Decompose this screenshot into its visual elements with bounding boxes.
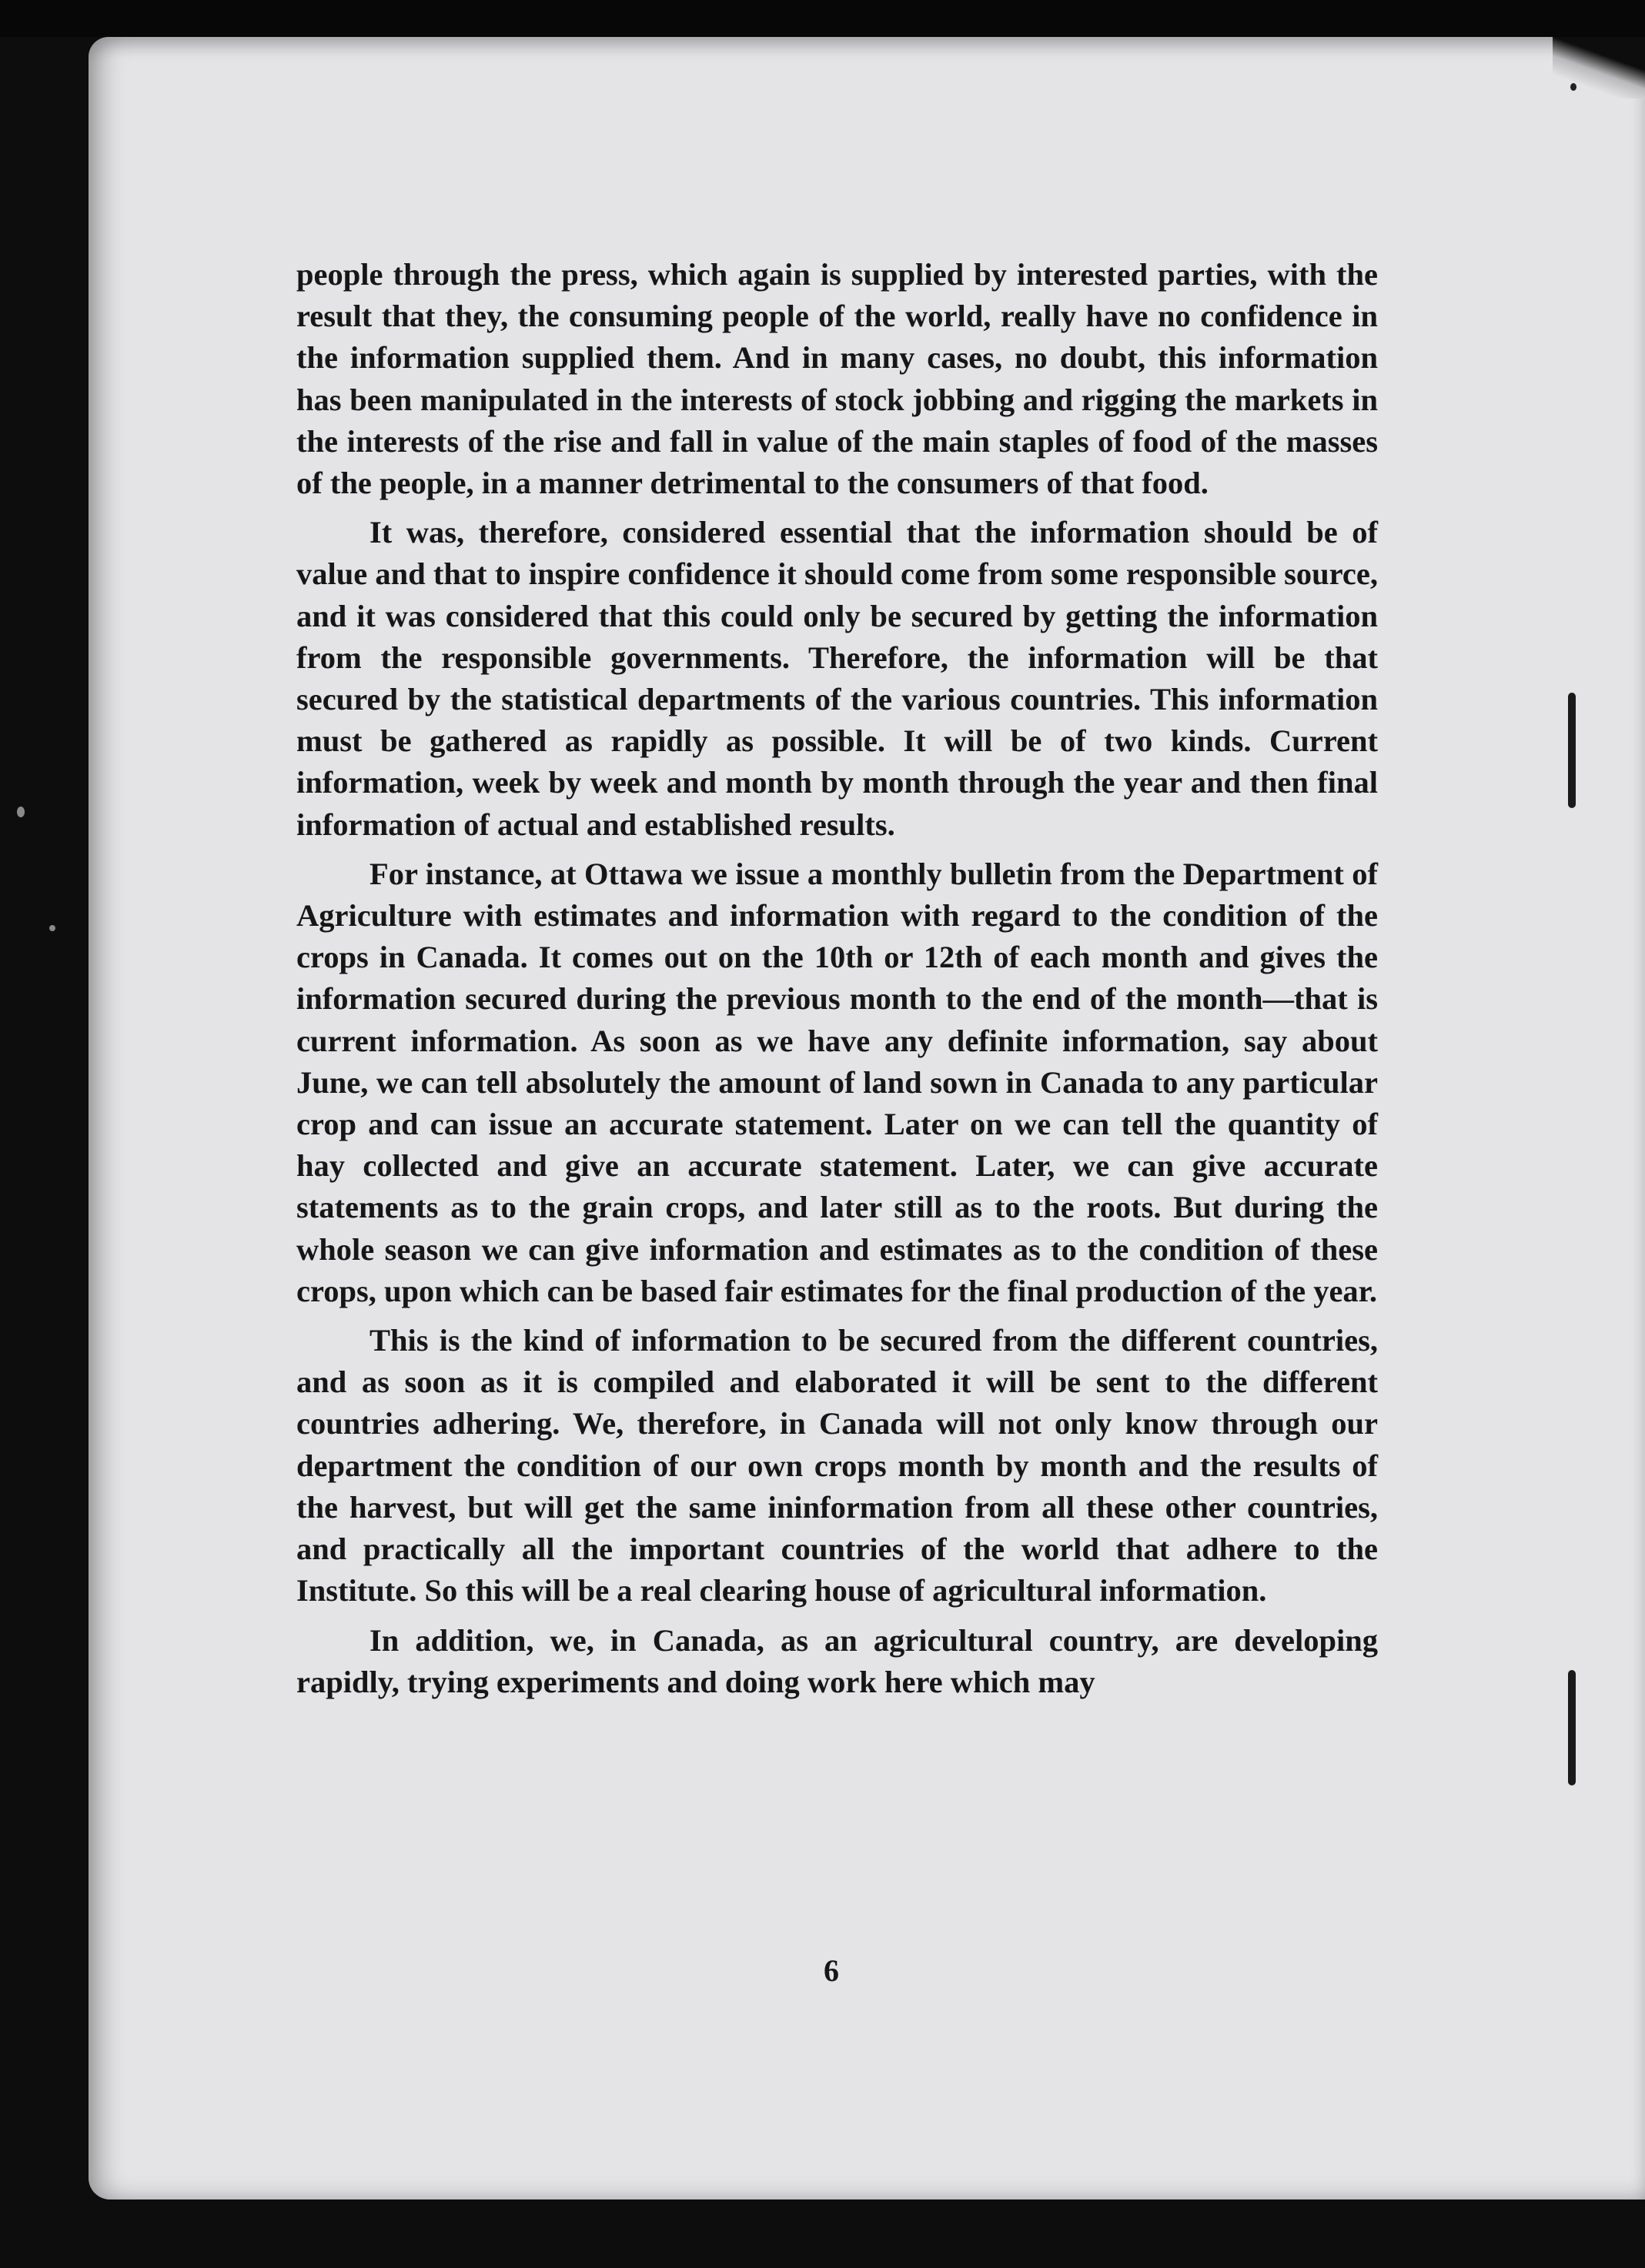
paragraph-1: people through the press, which again is supplied by interested parties, with the result that they, the consuming people of the world, really have no confidence in the information supplied them. And in many cases, no doubt, this information has been manipulated in the interests of stock jobbing and rigging the markets in the interests of the rise and fall in value of the main staples of food of the masses of the people, in a manner detrimental to the consumers of that food. [296,257,1378,501]
binding-mark [1568,693,1576,808]
paragraph-5: In addition, we, in Canada, as an agricultural country, are developing rapidly, trying experiments and doing work here which may [296,1622,1378,1699]
page-number: 6 [824,1953,839,1988]
scan-speck [17,807,25,817]
binding-mark [1568,1670,1576,1785]
paragraph-2: It was, therefore, considered essential that the information should be of value and that to inspire confidence it should come from some responsible source, and it was considered that this could only be secured by getting the information from the responsible governments. Therefore, the information will be that secured by the statistical departments of the various countries. This information must be gathered as rapidly as possible. It will be of two kinds. Current information, week by week and month by month through the year and then final information of actual and established results. [296,515,1378,842]
body-text [296,254,1378,1703]
scan-speck [1570,83,1576,91]
scan-speck [49,925,55,931]
paragraph-4: This is the kind of information to be secured from the different countries, and as soon as it is compiled and elaborated it will be sent to the different countries adhering. We, therefore, in Canada will not only know through our department the condition of our own crops month by month and the results of the harvest, but will get the same ininformation from all these other countries, and practically all the important countries of the world that adhere to the Institute. So this will be a real clearing house of agricultural information. [296,1323,1378,1608]
paragraph-3: For instance, at Ottawa we issue a monthly bulletin from the Department of Agriculture with estimates and information with regard to the condition of the crops in Canada. It comes out on the 10th or 12th of each month and gives the information secured during the previous month to the end of the month—that is current information. As soon as we have any definite information, say about June, we can tell absolutely the amount of land sown in Canada to any particular crop and can issue an accurate statement. Later on we can tell the quantity of hay collected and give an accurate statement. Later, we can give accurate statements as to the grain crops, and later still as to the roots. But during the whole season we can give information and estimates as to the condition of these crops, upon which can be based fair estimates for the final production of the year. [296,856,1378,1308]
scan-border-top [0,0,1645,37]
page-corner-curl [1553,37,1645,99]
